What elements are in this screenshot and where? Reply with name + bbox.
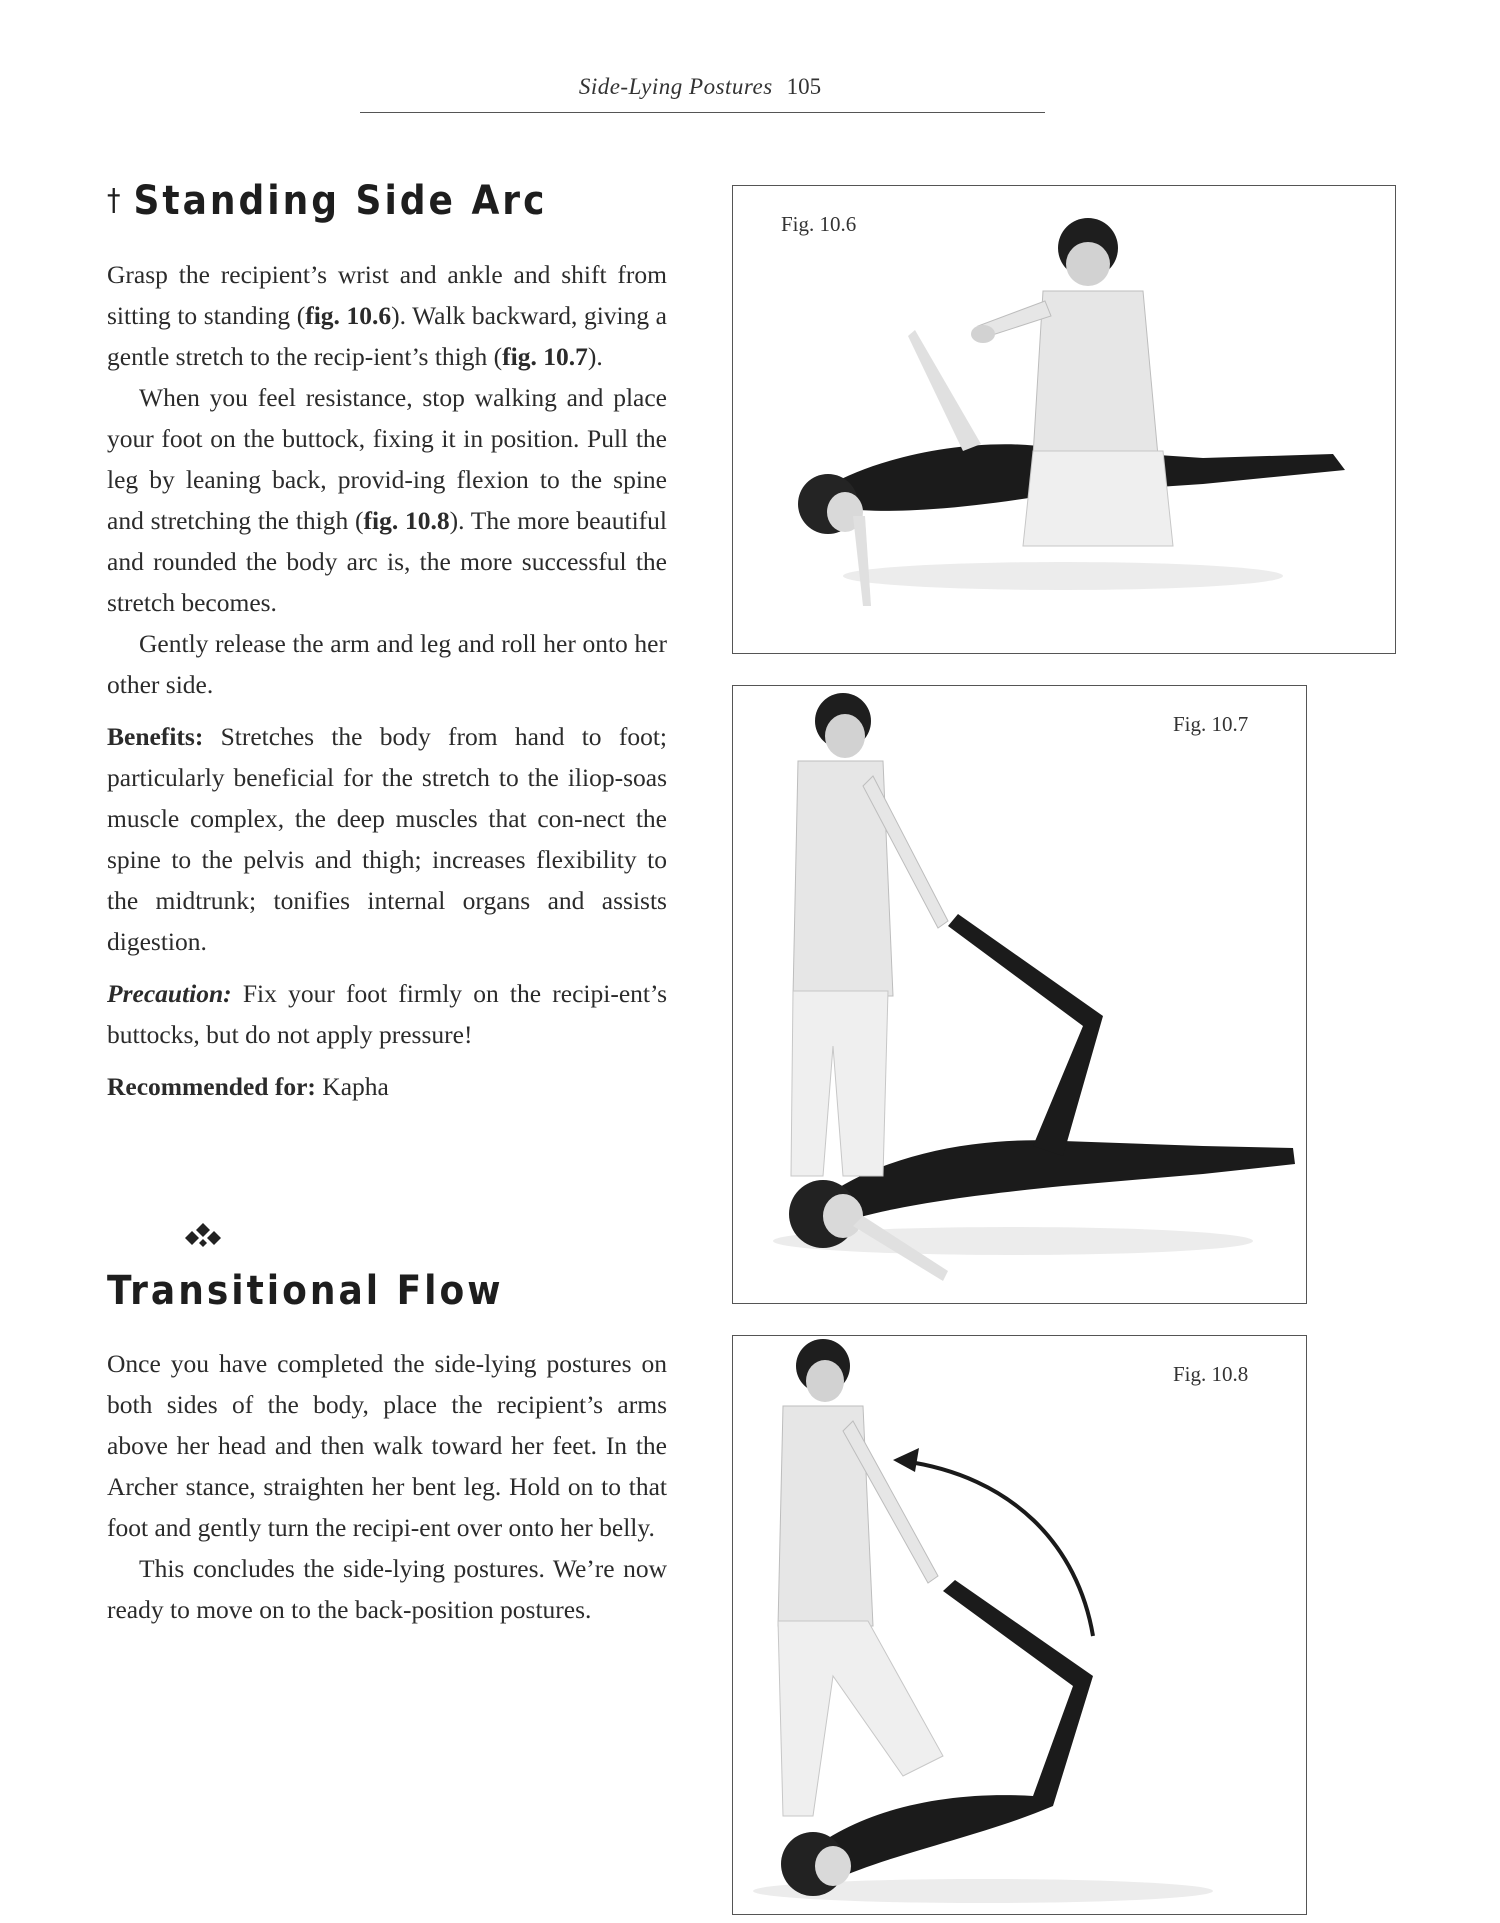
section-heading-standing-side-arc [107, 178, 667, 224]
section-body-standing-side-arc [107, 254, 667, 1107]
curved-arrow-icon [903, 1461, 1093, 1636]
figure-10-8 [732, 1335, 1307, 1915]
figure-10-7 [732, 685, 1307, 1304]
paragraph-transition: Once you have completed the side-lying postures on both sides of the body, place the recipient’s arms above her head and then walk toward her feet. In the Archer stance, straighten her bent leg. Hold on to that foot and gently turn the recipi-ent over onto her belly. [107, 1349, 667, 1542]
section-body-transitional-flow [107, 1343, 667, 1630]
text-run: Grasp the recipient’s wrist and ankle and shift from sitting to standing ( [107, 260, 667, 330]
paragraph-recommended [107, 1066, 667, 1107]
photo-illustration [733, 186, 1395, 653]
photo-illustration [733, 686, 1306, 1303]
section-title: Transitional Flow [107, 1268, 504, 1314]
paragraph-resistance [107, 377, 667, 623]
section-title-text: Standing Side Arc [133, 178, 548, 224]
paragraph-conclusion: This concludes the side-lying postures. We’re now ready to move on to the back-position postures. [107, 1554, 667, 1624]
figure-reference: fig. 10.8 [363, 506, 450, 535]
figure-reference: fig. 10.6 [305, 301, 392, 330]
figure-label: Fig. 10.8 [1173, 1362, 1249, 1386]
running-head-title: Side-Lying Postures [578, 74, 773, 99]
figure-label: Fig. 10.7 [1173, 712, 1249, 736]
photo-illustration [733, 1336, 1306, 1914]
recommended-text: Kapha [315, 1072, 389, 1101]
figure-label: Fig. 10.6 [781, 212, 857, 236]
paragraph-release: Gently release the arm and leg and roll her onto her other side. [107, 629, 667, 699]
recommended-label: Recommended for: [107, 1072, 316, 1101]
figure-reference: fig. 10.7 [502, 342, 588, 371]
paragraph-precaution [107, 973, 667, 1055]
benefits-text: Stretches the body from hand to foot; particularly beneficial for the stretch to the iliop-soas muscle complex, the deep muscles that con-nect the spine to the pelvis and thigh; increases flexibility to the midtrunk; tonifies internal organs and assists digestion. [107, 722, 667, 956]
text-run: ). The more beautiful and rounded the body arc is, the more successful the stretch becomes. [107, 506, 668, 617]
page-number: 105 [786, 74, 822, 99]
diamond-ornament-icon [183, 1222, 223, 1248]
running-head [360, 74, 1040, 100]
figure-10-6 [732, 185, 1396, 654]
precaution-text: Fix your foot firmly on the recipi-ent’s buttocks, but do not apply pressure! [107, 979, 667, 1049]
paragraph-intro [107, 254, 667, 377]
text-run: ). Walk backward, giving a gentle stretch to the recip-ient’s thigh ( [107, 301, 668, 371]
benefits-label: Benefits: [107, 722, 204, 751]
header-rule [360, 112, 1045, 113]
section-heading-transitional-flow [107, 1268, 667, 1314]
section-title [107, 178, 667, 224]
dagger-icon: † [107, 183, 124, 218]
precaution-label: Precaution: [107, 979, 232, 1008]
paragraph-benefits [107, 716, 667, 962]
text-run: ). [587, 342, 603, 371]
text-run: When you feel resistance, stop walking and place your foot on the buttock, fixing it in position. Pull the leg by leaning back, provid-ing flexion to the spine and stretching the thigh ( [107, 383, 667, 535]
